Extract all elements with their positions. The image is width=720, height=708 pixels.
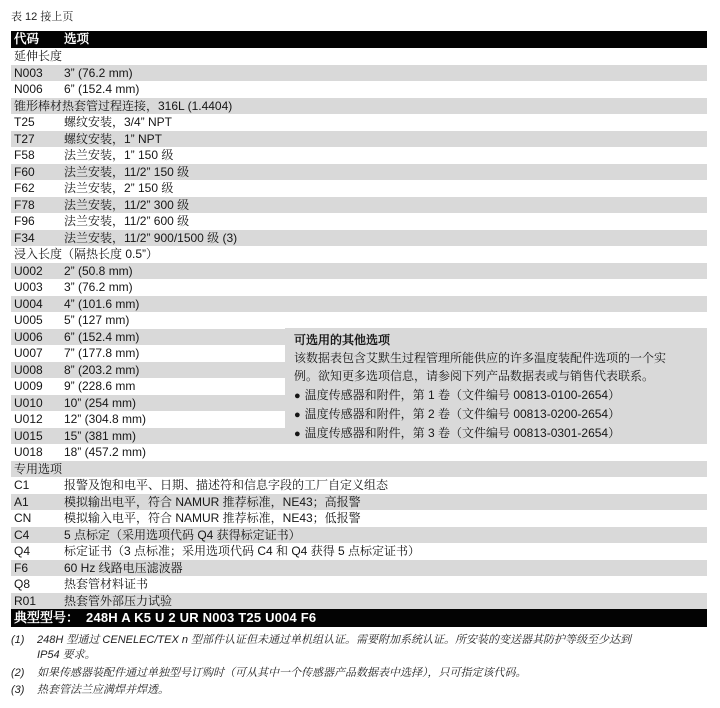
row-option: 15” (381 mm) (64, 428, 137, 443)
row-code: U015 (14, 428, 43, 443)
table-row (11, 296, 707, 313)
row-code: U008 (14, 362, 43, 377)
footnote-line: 248H 型通过 CENELEC/TEX n 型部件认证但未通过单机组认证。需要附加系统认证。所安装的变送器其防护等级至少达到 (37, 634, 632, 646)
row-code: F96 (14, 214, 35, 228)
row-option: 9” (228.6 mm (64, 379, 136, 393)
row-option: 模拟输入电平，符合 NAMUR 推荐标准，NE43；低报警 (64, 511, 361, 525)
bullet-item (294, 405, 701, 424)
table-row (11, 81, 707, 98)
header-code-label: 代码 (14, 32, 40, 46)
table-row (11, 576, 707, 593)
bullet-text: 温度传感器和附件，第 3 卷（文件编号 00813-0301-2654） (304, 426, 621, 441)
row-option: 2” (50.8 mm) (64, 263, 133, 278)
table-row (11, 279, 707, 296)
note-paragraph-line: 该数据表包含艾默生过程管理所能供应的许多温度装配件选项的一个实 (294, 351, 667, 366)
table-row (11, 593, 707, 610)
row-code: U004 (14, 296, 43, 311)
bullet-icon: ● (294, 408, 301, 421)
row-code: C1 (14, 478, 30, 492)
row-code: U012 (14, 412, 43, 426)
row-option: 螺纹安装，3/4” NPT (64, 115, 173, 129)
row-code: U005 (14, 313, 43, 327)
table-row (11, 164, 707, 181)
row-option: 5” (127 mm) (64, 313, 130, 327)
row-option: 3” (76.2 mm) (64, 280, 133, 294)
model-row (11, 609, 707, 627)
row-code: U002 (14, 263, 43, 278)
row-option: 12” (304.8 mm) (64, 412, 147, 426)
row-code: T25 (14, 115, 35, 129)
row-code: U006 (14, 329, 43, 344)
table-row (11, 560, 707, 577)
section-label: 延伸长度 (14, 49, 63, 63)
table-row (11, 477, 707, 494)
row-option: 法兰安装，11/2” 300 级 (64, 197, 190, 212)
row-code: Q4 (14, 544, 31, 558)
section-label: 专用选项 (14, 461, 63, 476)
row-code: F60 (14, 164, 35, 179)
row-code: N003 (14, 65, 43, 80)
row-option: 4” (101.6 mm) (64, 296, 140, 311)
bullet-text: 温度传感器和附件，第 1 卷（文件编号 00813-0100-2654） (304, 387, 621, 402)
bullet-item (294, 424, 701, 441)
table-row (11, 263, 707, 280)
table-row (11, 65, 707, 82)
row-option: 螺纹安装，1” NPT (64, 131, 163, 146)
row-code: A1 (14, 494, 29, 509)
model-value: 248H A K5 U 2 UR N003 T25 U004 F6 (86, 610, 317, 625)
model-label: 典型型号： (14, 610, 80, 625)
row-option: 5 点标定（采用选项代码 Q4 获得标定证书） (64, 527, 301, 542)
section-row (11, 48, 707, 65)
row-option: 热套管材料证书 (64, 577, 149, 591)
bullet-item (294, 386, 701, 405)
bullet-text: 温度传感器和附件，第 2 卷（文件编号 00813-0200-2654） (304, 406, 621, 421)
row-option: 60 Hz 线路电压滤波器 (64, 560, 183, 575)
row-option: 法兰安装，2” 150 级 (64, 181, 174, 195)
table-row (11, 312, 707, 329)
footnote-marker: (3) (11, 684, 25, 696)
row-option: 法兰安装，11/2” 600 级 (64, 214, 190, 228)
row-code: U007 (14, 346, 43, 360)
row-code: CN (14, 511, 32, 525)
row-option: 6” (152.4 mm) (64, 82, 140, 96)
note-panel-bullets (294, 386, 701, 441)
footnote-line: IP54 要求。 (37, 649, 96, 661)
row-code: U018 (14, 445, 43, 459)
footnote-marker: (2) (11, 666, 25, 679)
row-code: U010 (14, 395, 43, 410)
row-option: 6” (152.4 mm) (64, 329, 140, 344)
table-row (11, 510, 707, 527)
section-row (11, 98, 707, 115)
row-code: F58 (14, 148, 35, 162)
table-row (11, 494, 707, 511)
note-panel-paragraph (294, 349, 701, 385)
row-option: 标定证书（3 点标准；采用选项代码 C4 和 Q4 获得 5 点标定证书） (64, 544, 421, 558)
table-row (11, 197, 707, 214)
footnote-marker: (1) (11, 634, 25, 646)
row-option: 模拟输出电平，符合 NAMUR 推荐标准，NE43；高报警 (64, 494, 361, 509)
doc-title: 表 12 接上页 (11, 11, 74, 23)
footnote-text (37, 666, 713, 681)
table-row (11, 230, 707, 247)
row-code: U009 (14, 379, 43, 393)
row-code: R01 (14, 593, 37, 608)
row-option: 10” (254 mm) (64, 395, 137, 410)
row-option: 7” (177.8 mm) (64, 346, 140, 360)
table-row (11, 213, 707, 230)
row-code: N006 (14, 82, 43, 96)
note-paragraph-line: 例。欲知更多选项信息，请参阅下列产品数据表或与销售代表联系。 (294, 369, 655, 384)
row-option: 法兰安装，1” 150 级 (64, 148, 174, 162)
row-code: F34 (14, 230, 35, 245)
footnote-line: 如果传感器装配件通过单独型号订购时（可从其中一个传感器产品数据表中选择），只可指定该代码。 (37, 666, 527, 679)
row-code: T27 (14, 131, 35, 146)
section-label: 浸入长度（隔热长度 0.5”） (14, 247, 159, 261)
table-row (11, 131, 707, 148)
table-row (11, 543, 707, 560)
row-code: F78 (14, 197, 35, 212)
section-row (11, 461, 707, 478)
row-option: 3” (76.2 mm) (64, 65, 133, 80)
footnote-text (37, 683, 713, 698)
row-option: 法兰安装，11/2” 150 级 (64, 164, 190, 179)
table-row (11, 114, 707, 131)
table-row (11, 444, 707, 461)
row-option: 法兰安装，11/2” 900/1500 级 (3) (64, 230, 238, 245)
table-row (11, 180, 707, 197)
header-option-label: 选项 (64, 32, 90, 46)
note-panel-title: 可选用的其他选项 (294, 333, 391, 347)
row-code: Q8 (14, 577, 31, 591)
row-option: 热套管外部压力试验 (64, 593, 173, 608)
footnote-line: 热套管法兰应满焊并焊透。 (37, 684, 169, 696)
footnote (11, 666, 713, 681)
row-code: F62 (14, 181, 35, 195)
section-label: 锥形棒材热套管过程连接，316L (1.4404) (14, 98, 233, 113)
row-option: 18” (457.2 mm) (64, 445, 147, 459)
table-header-row (11, 31, 707, 48)
row-code: F6 (14, 560, 29, 575)
footnote (11, 683, 713, 698)
bullet-icon: ● (294, 428, 301, 441)
row-option: 8” (203.2 mm) (64, 362, 140, 377)
footnote (11, 633, 713, 663)
row-code: U003 (14, 280, 43, 294)
bullet-icon: ● (294, 389, 301, 402)
footnotes (11, 633, 713, 701)
table-row (11, 147, 707, 164)
table-row (11, 527, 707, 544)
note-panel (285, 328, 707, 441)
row-option: 报警及饱和电平、日期、描述符和信息字段的工厂自定义组态 (64, 478, 389, 492)
footnote-text (37, 633, 713, 663)
section-row (11, 246, 707, 263)
row-code: C4 (14, 527, 30, 542)
